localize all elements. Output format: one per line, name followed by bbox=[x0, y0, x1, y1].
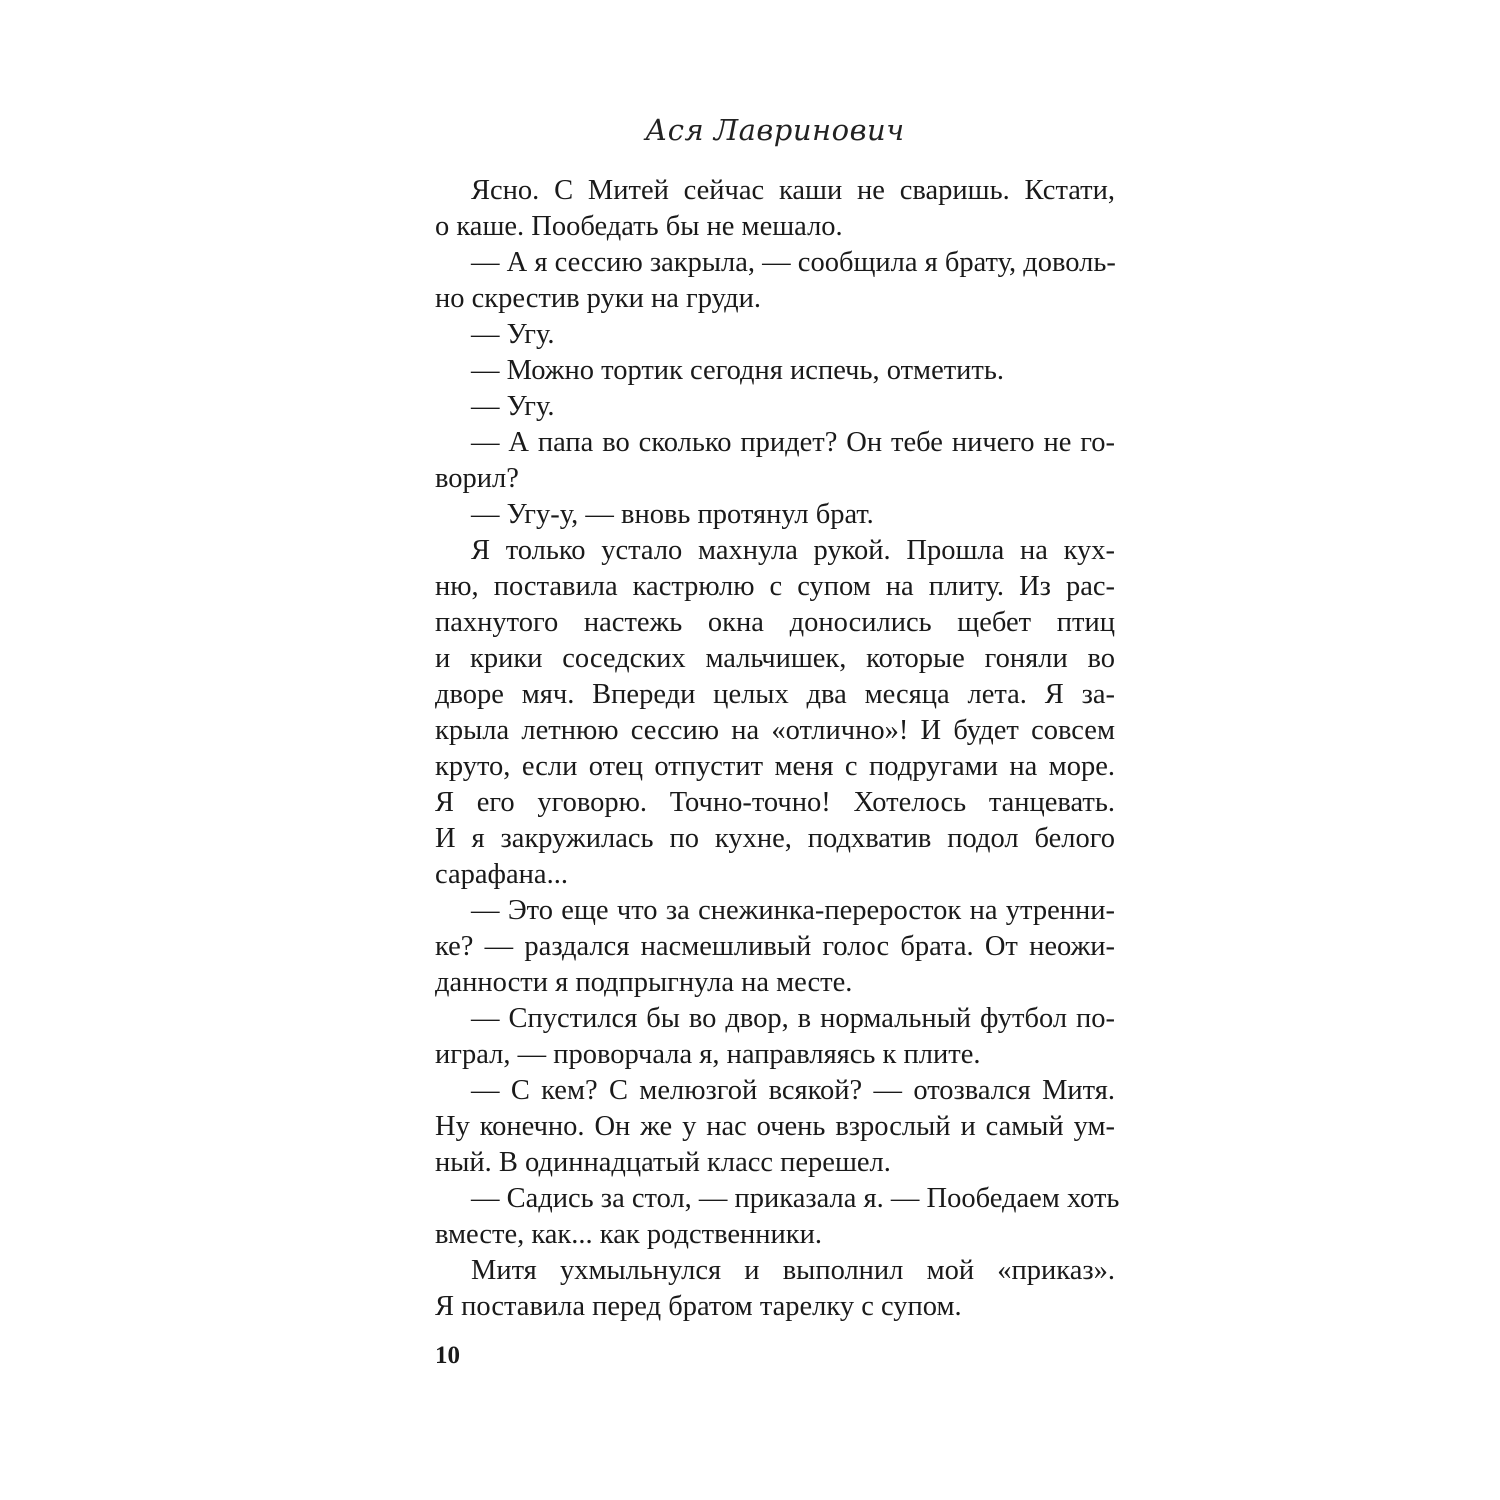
text-line: — Это еще что за снежинка-переросток на утренни- bbox=[471, 895, 1115, 926]
text-line: Я его уговорю. Точно-точно! Хотелось танцевать. bbox=[435, 787, 1115, 818]
text-line: пахнутого настежь окна доносились щебет птиц bbox=[435, 607, 1115, 638]
running-header-author: Ася Лавринович bbox=[645, 113, 905, 147]
text-line: о каше. Пообедать бы не мешало. bbox=[435, 211, 843, 242]
text-line: — Угу. bbox=[471, 319, 555, 350]
text-line: — С кем? С мелюзгой всякой? — отозвался Митя. bbox=[471, 1075, 1115, 1106]
text-line: — Садись за стол, — приказала я. — Пообедаем хоть bbox=[471, 1183, 1120, 1214]
text-line: — А папа во сколько придет? Он тебе ничего не го- bbox=[471, 427, 1115, 458]
text-line: ворил? bbox=[435, 463, 519, 494]
text-line: — Можно тортик сегодня испечь, отметить. bbox=[471, 355, 1005, 386]
text-line: ню, поставила кастрюлю с супом на плиту. Из рас- bbox=[435, 571, 1115, 602]
text-line: вместе, как... как родственники. bbox=[435, 1219, 823, 1250]
text-line: крыла летнюю сессию на «отлично»! И будет совсем bbox=[435, 715, 1115, 746]
text-line: круто, если отец отпустит меня с подругами на море. bbox=[435, 751, 1115, 782]
page-number: 10 bbox=[435, 1342, 460, 1369]
text-line: но скрестив руки на груди. bbox=[435, 283, 761, 314]
text-line: Я только устало махнула рукой. Прошла на кух- bbox=[471, 535, 1115, 566]
text-line: Я поставила перед братом тарелку с супом. bbox=[435, 1291, 962, 1322]
text-line: — Угу. bbox=[471, 391, 555, 422]
text-line: — Угу-у, — вновь протянул брат. bbox=[471, 499, 874, 530]
text-line: Митя ухмыльнулся и выполнил мой «приказ». bbox=[471, 1255, 1115, 1286]
text-line: Ну конечно. Он же у нас очень взрослый и самый ум- bbox=[435, 1111, 1115, 1142]
text-line: — А я сессию закрыла, — сообщила я брату, доволь- bbox=[471, 247, 1116, 278]
text-line: данности я подпрыгнула на месте. bbox=[435, 967, 853, 998]
text-line: играл, — проворчала я, направляясь к плите. bbox=[435, 1039, 981, 1070]
text-line: дворе мяч. Впереди целых два месяца лета. Я за- bbox=[435, 679, 1115, 710]
text-line: Ясно. С Митей сейчас каши не сваришь. Кстати, bbox=[471, 175, 1115, 206]
text-line: и крики соседских мальчишек, которые гоняли во bbox=[435, 643, 1115, 674]
text-line: ке? — раздался насмешливый голос брата. От неожи- bbox=[435, 931, 1115, 962]
text-line: — Спустился бы во двор, в нормальный футбол по- bbox=[471, 1003, 1115, 1034]
text-line: ный. В одиннадцатый класс перешел. bbox=[435, 1147, 891, 1178]
text-line: И я закружилась по кухне, подхватив подол белого bbox=[435, 823, 1115, 854]
text-line: сарафана... bbox=[435, 859, 568, 890]
body-text bbox=[435, 173, 1120, 1325]
